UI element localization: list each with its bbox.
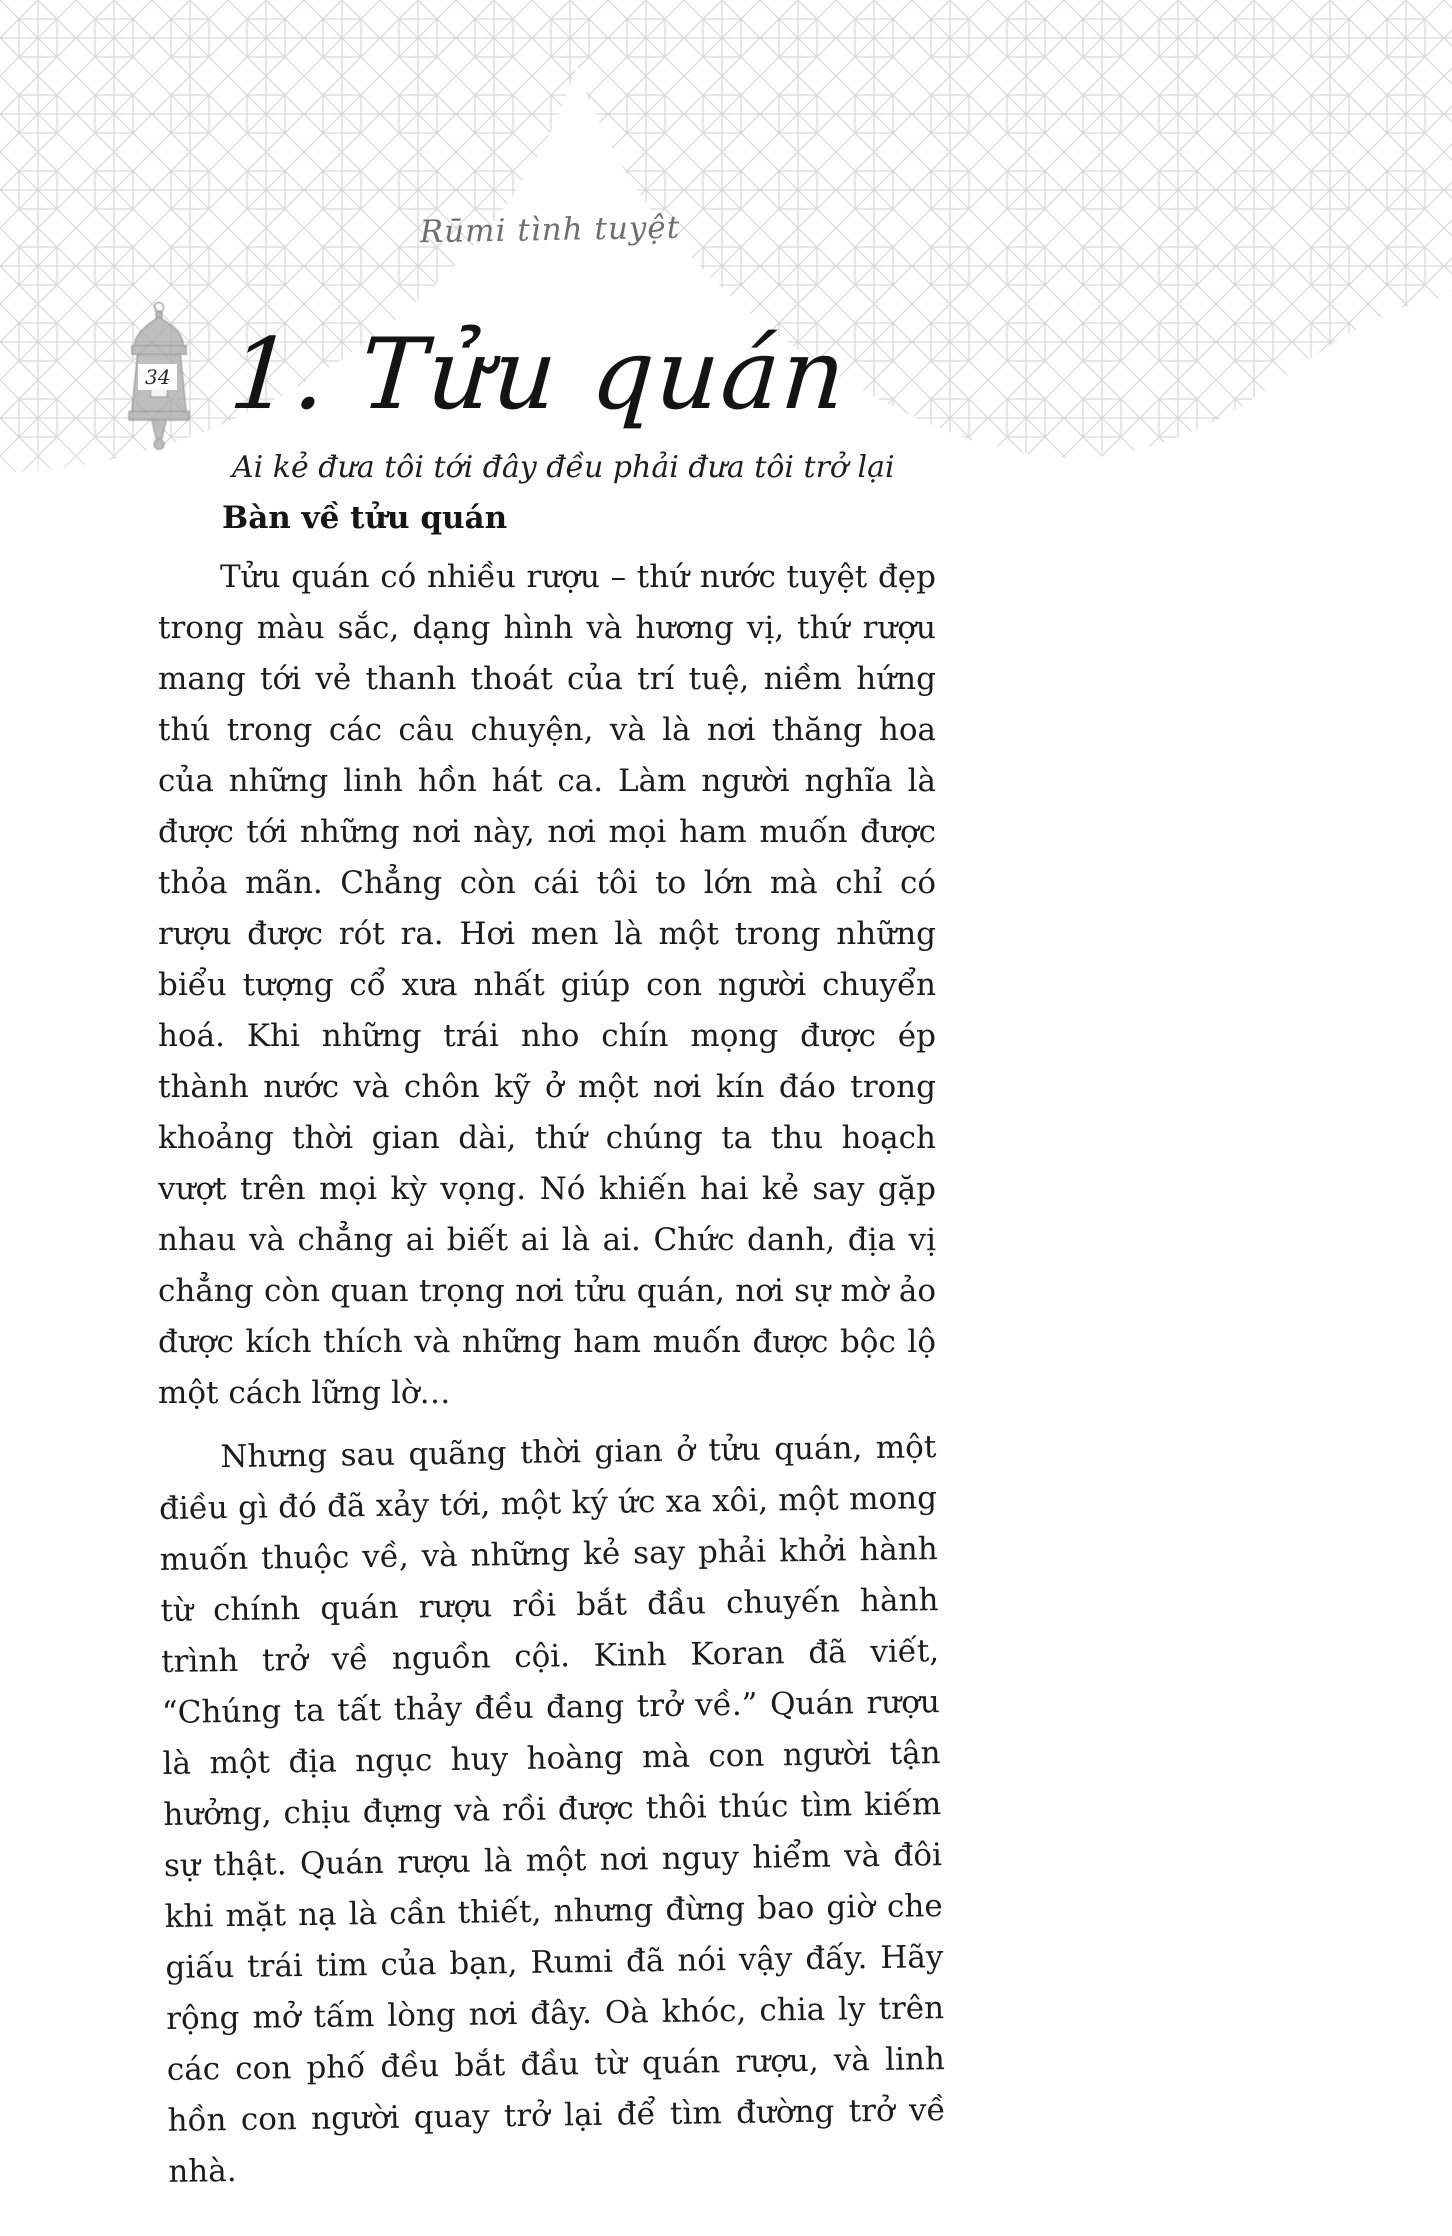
section-heading: Bàn về tửu quán <box>222 500 508 536</box>
body-text <box>158 552 946 2212</box>
running-head-script: Rūmi tình tuyệt <box>419 209 681 251</box>
paragraph-1: Tửu quán có nhiều rượu – thứ nước tuyệt đẹp trong màu sắc, dạng hình và hương vị, thứ rượu mang tới vẻ thanh thoát của trí tuệ, niềm hứng thú trong các câu chuyện, và là nơi thăng hoa của những linh hồn hát ca. Làm người nghĩa là được tới những nơi này, nơi mọi ham muốn được thỏa mãn. Chẳng còn cái tôi to lớn mà chỉ có rượu được rót ra. Hơi men là một trong những biểu tượng cổ xưa nhất giúp con người chuyển hoá. Khi những trái nho chín mọng được ép thành nước và chôn kỹ ở một nơi kín đáo trong khoảng thời gian dài, thứ chúng ta thu hoạch vượt trên mọi kỳ vọng. Nó khiến hai kẻ say gặp nhau và chẳng ai biết ai là ai. Chức danh, địa vị chẳng còn quan trọng nơi tửu quán, nơi sự mờ ảo được kích thích và những ham muốn được bộc lộ một cách lững lờ… <box>158 559 936 1411</box>
chapter-title: 1. Tửu quán <box>226 318 851 432</box>
page-number: 34 <box>138 364 177 390</box>
paragraph-2: Nhưng sau quãng thời gian ở tửu quán, một điều gì đó đã xảy tới, một ký ức xa xôi, một mong muốn thuộc về, và những kẻ say phải khởi hành từ chính quán rượu rồi bắt đầu chuyến hành trình trở về nguồn cội. Kinh Koran đã viết, “Chúng ta tất thảy đều đang trở về.” Quán rượu là một địa ngục huy hoàng mà con người tận hưởng, chịu đựng và rồi được thôi thúc tìm kiếm sự thật. Quán rượu là một nơi nguy hiểm và đôi khi mặt nạ là cần thiết, nhưng đừng bao giờ che giấu trái tim của bạn, Rumi đã nói vậy đấy. Hãy rộng mở tấm lòng nơi đây. Oà khóc, chia ly trên các con phố đều bắt đầu từ quán rượu, và linh hồn con người quay trở lại để tìm đường trở về nhà. <box>158 1429 946 2190</box>
epigraph: Ai kẻ đưa tôi tới đây đều phải đưa tôi trở lại <box>232 450 895 485</box>
